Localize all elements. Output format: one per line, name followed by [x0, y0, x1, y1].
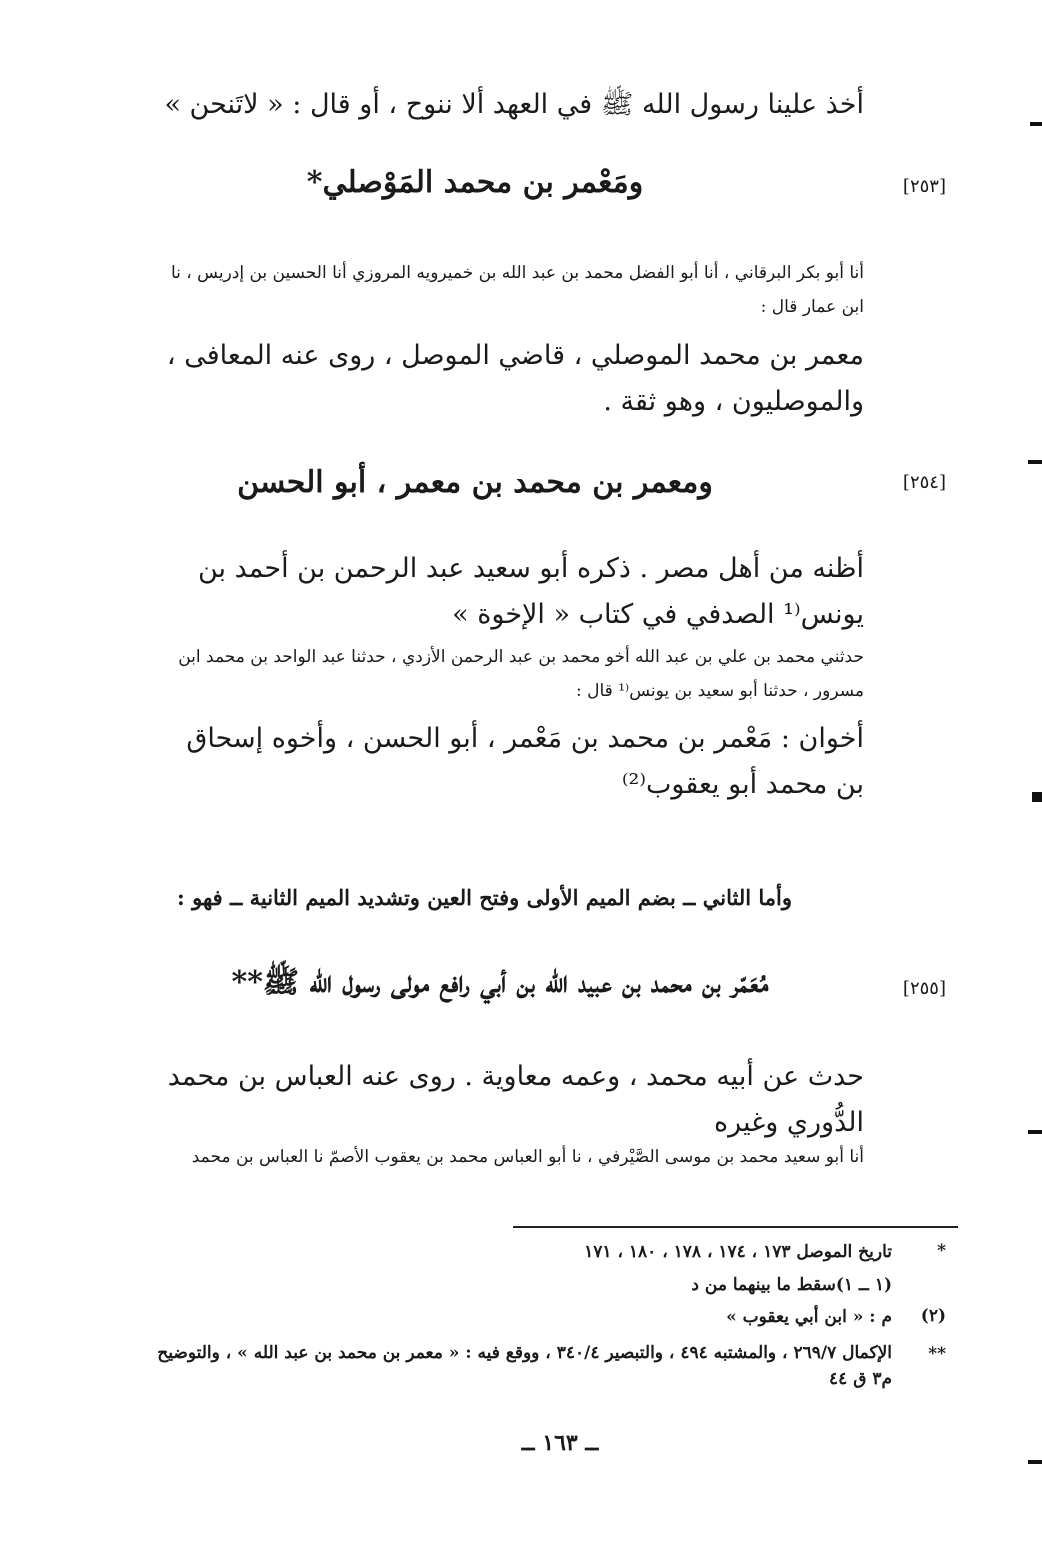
entry-number-254: [٢٥٤] — [902, 472, 946, 493]
isnad-255: أنا أبو سعيد محمد بن موسى الصَّيْرفي ، نا أبو العباس محمد بن يعقوب الأصمّ نا العباس بن محمد — [191, 1147, 864, 1167]
continuation-line: أخذ علينا رسول الله ﷺ في العهد ألا ننوح ، أو قال : « لاتَنحن » — [164, 89, 864, 120]
entry-number-255: [٢٥٥] — [902, 978, 946, 999]
isnad-253: أنا أبو بكر البرقاني ، أنا أبو الفضل محمد بن عبد الله بن خميرويه المروزي أنا الحسين بن إدريس ، نا ابن عمار قال : — [170, 263, 864, 317]
isnad-254: حدثني محمد بن علي بن عبد الله أخو محمد بن عبد الرحمن الأزدي ، حدثنا عبد الواحد بن محمد ابن مسرور ، حدثنا أبو سعيد بن يونس⁽¹ قال : — [178, 647, 864, 701]
footnote-4: الإكمال ٢٦٩/٧ ، والمشتبه ٤٩٤ ، والتبصير ٣٤٠/٤ ، ووقع فيه : « معمر بن محمد بن عبد الله » ، والتوضيح م٣ ق ٤٤ — [157, 1343, 892, 1389]
footnote-separator — [513, 1226, 958, 1228]
text-254-b: أخوان : مَعْمر بن محمد بن مَعْمر ، أبو الحسن ، وأخوه إسحاق بن محمد أبو يعقوب⁽²⁾ — [186, 723, 864, 800]
page-number: ــ ١٦٣ ــ — [521, 1430, 599, 1456]
footnote-mark-4: ** — [928, 1344, 946, 1364]
footnote-3: م : « ابن أبي يعقوب » — [726, 1307, 892, 1327]
text-253: معمر بن محمد الموصلي ، قاضي الموصل ، روى عنه المعافى ، والموصليون ، وهو ثقة . — [166, 340, 864, 417]
footnote-1: تاريخ الموصل ١٧٣ ، ١٧٤ ، ١٧٨ ، ١٨٠ ، ١٧١ — [584, 1242, 892, 1262]
text-254-a: أظنه من أهل مصر . ذكره أبو سعيد عبد الرحمن بن أحمد بن يونس⁽¹ الصدفي في كتاب « الإخوة » — [197, 553, 864, 630]
scan-edge-mark — [1028, 1130, 1042, 1134]
footnote-2: (١ ــ ١)سقط ما بينهما من د — [691, 1275, 892, 1295]
text-255: حدث عن أبيه محمد ، وعمه معاوية . روى عنه العباس بن محمد الدُّوري وغيره — [167, 1061, 864, 1138]
scan-edge-mark — [1028, 460, 1042, 464]
entry-title-255: مُعَمّر بن محمد بن عبيد الله بن أبي رافع مولى رسول الله ﷺ** — [231, 965, 769, 1000]
scan-edge-mark — [1028, 1460, 1042, 1464]
section-intro: وأما الثاني ــ بضم الميم الأولى وفتح العين وتشديد الميم الثانية ــ فهو : — [177, 885, 792, 910]
entry-number-253: [٢٥٣] — [902, 176, 946, 197]
footnote-mark-3: (٢) — [920, 1306, 946, 1326]
scan-edge-mark — [1032, 792, 1042, 802]
footnote-mark-1: * — [937, 1241, 946, 1261]
entry-title-254: ومعمر بن محمد بن معمر ، أبو الحسن — [237, 465, 713, 500]
entry-title-253: ومَعْمر بن محمد المَوْصلي* — [306, 165, 644, 200]
scan-edge-mark — [1030, 122, 1042, 126]
